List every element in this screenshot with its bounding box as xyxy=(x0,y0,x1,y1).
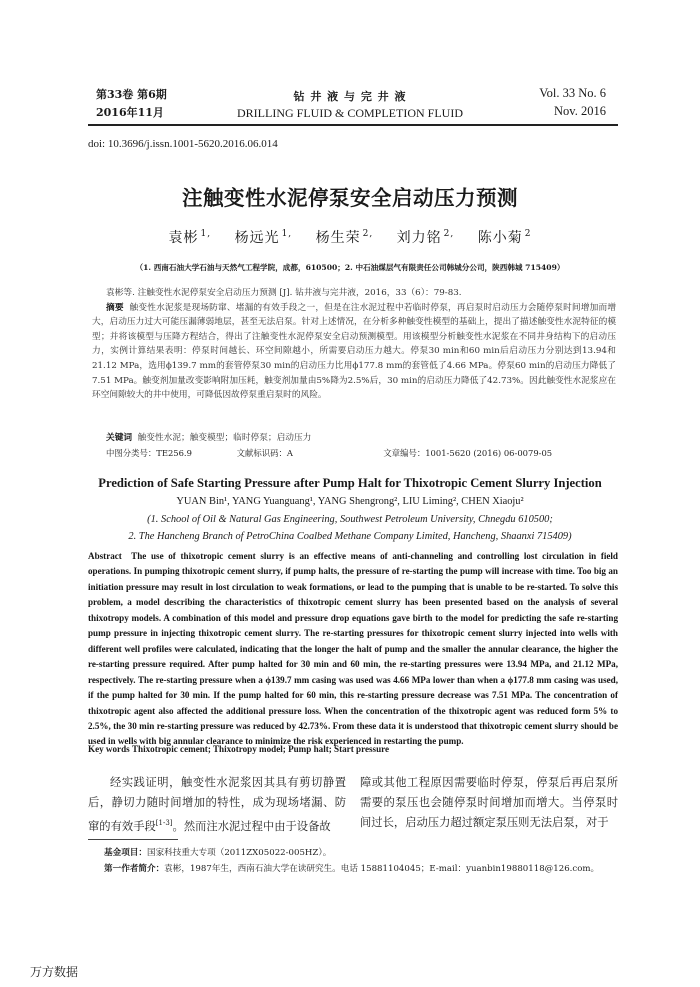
authors-cn xyxy=(0,227,700,247)
keywords-en-label: Key words xyxy=(88,744,130,754)
doi: doi: 10.3696/j.issn.1001-5620.2016.06.014 xyxy=(88,138,278,150)
abstract-en-text: The use of thixotropic cement slurry is an effective means of anti-channeling and controlling lost circulation in field operations. In pumping thixotropic cement slurry, if pump halts, the pressure of re-starting the pump will increase with time. Too big an initiation pressure may result in lost circulation to weak formations, or lead to the pumping that is unable to be re-started. To solve this problem, a model describing the characteristics of thixotropic cement slurry has been presented based on the analysis of several thixotropy models. A combination of this model and pressure drop equations gave birth to the model for predicting the safe re-starting pump pressure in injecting thixotropic cement slurry. The re-starting pressures for thixotropic cement slurry injected into wells with different well profiles were calculated, indicating that the longer the halt of pump and the smaller the annular clearance, the higher the re-starting pressure required. After pump halted for 30 min and 60 min, the re-starting pressures were 13.94 MPa, and 21.12 MPa, respectively. The re-starting pressure when a ϕ139.7 mm casing was used was 4.66 MPa lower than when a ϕ177.8 mm casing was used, if the pump halted for 30 min. If the pump halted for 60 min, this re-starting pressure decrease was 7.51 MPa. The concentration of thixotropic agent also affected the additional pressure loss. When the concentration of the thixotropic agent was reduced form 5% to 2.5%, the 30 min re-starting pressure was reduced by 42.73%. From these data it is understood that thixotropic cement slurry should be used in wells with big annular clearance to minimize the risk experienced in restarting the pump. xyxy=(88,551,618,747)
abstract-cn-text: 触变性水泥浆是现场防窜、堵漏的有效手段之一，但是在注水泥过程中若临时停泵，再启泵时启动压力会随停泵时间增加而增大，启动压力过大可能压漏薄弱地层，甚至无法启泵。针对上述情况，在分析多种触变性模型的基础上，提出了描述触变性水泥特征的模型；并将该模型与压降方程结合，得出了注触变性水泥停泵安全启动预测模型。用该模型分析触变性水泥浆在不同井身结构下的启动压力，实例计算结果表明：停泵时间越长、环空间隙越小，所需要启动压力越大。停泵30 min和60 min后启动压力分别达到13.94和21.12 MPa，选用ϕ139.7 mm的套管停泵30 min的启动压力比用ϕ177.8 mm的套管低了4.66 MPa。停泵60 min的启动压力降低了7.51 MPa。触变剂加量改变影响附加压耗，触变剂加量由5%降为2.5%后，30 min的启动压力降低了42.73%。因此触变性水泥浆应在环空间隙较大的井中使用，可降低因故停泵重启泵时的风险。 xyxy=(92,302,617,401)
body-column-left: 经实践证明，触变性水泥浆因其具有剪切静置后，静切力随时间增加的特性，成为现场堵漏、防窜的有效手段[1-3]。然而注水泥过程中由于设备故 xyxy=(88,776,346,833)
keywords-cn xyxy=(106,431,311,443)
classification-cn xyxy=(106,447,616,459)
header-rule xyxy=(88,124,618,126)
journal-title-en: DRILLING FLUID & COMPLETION FLUID xyxy=(237,106,463,120)
keywords-en xyxy=(88,744,389,754)
title-cn: 注触变性水泥停泵安全启动压力预测 xyxy=(182,186,518,210)
affiliation-cn: （1. 西南石油大学石油与天然气工程学院，成都，610500；2. 中石油煤层气有限责任公司韩城分公司，陕西韩城 715409） xyxy=(135,263,565,272)
footnote-author: 第一作者简介：袁彬，1987年生，西南石油大学在读研究生。电话 15881104045；E-mail：yuanbin19880118@126.com。 xyxy=(104,864,600,874)
footnote-fund: 基金项目：国家科技重大专项（2011ZX05022-005HZ）。 xyxy=(104,848,332,858)
author-cn: 陈小菊 $^2$ xyxy=(477,229,532,246)
abstract-cn xyxy=(92,286,616,403)
watermark: 万方数据 xyxy=(30,965,79,979)
author-cn: 杨生荣 $^{2,}$ xyxy=(315,229,374,246)
abstract-cn-label: 摘要 xyxy=(106,302,124,313)
journal-title-cn: 钻 井 液 与 完 井 液 xyxy=(293,90,407,103)
date-en: Nov. 2016 xyxy=(554,104,606,118)
date-cn: 2016年11月 xyxy=(96,106,164,119)
volume-issue-en: Vol. 33 No. 6 xyxy=(539,86,606,100)
author-cn: 袁彬 $^{1,}$ xyxy=(168,229,212,246)
footnote-rule xyxy=(88,839,178,840)
clc-number: 中图分类号：TE256.9 xyxy=(106,448,192,458)
affiliation-en-1: (1. School of Oil & Natural Gas Engineering, Southwest Petroleum University, Chnegdu 610500; xyxy=(147,514,553,525)
keywords-en-text: Thixotropic cement; Thixotropy model; Pump halt; Start pressure xyxy=(131,744,390,754)
citation-cn: 袁彬等. 注触变性水泥停泵安全启动压力预测 [J]. 钻井液与完井液，2016，33（6）：79-83. xyxy=(106,288,462,298)
reference-marker: [1-3] xyxy=(155,819,173,827)
abstract-en-label: Abstract xyxy=(88,551,122,561)
article-number: 文章编号：1001-5620 (2016) 06-0079-05 xyxy=(383,448,553,458)
document-code: 文献标识码：A xyxy=(236,448,293,458)
author-cn: 杨远光 $^{1,}$ xyxy=(234,229,293,246)
keywords-cn-label: 关键词 xyxy=(106,433,133,443)
body-column-right: 障或其他工程原因需要临时停泵，停泵后再启泵所需要的泵压也会随停泵时间增加而增大。当停泵时间过长，启动压力超过额定泵压则无法启泵，对于 xyxy=(360,776,618,829)
title-en: Prediction of Safe Starting Pressure after Pump Halt for Thixotropic Cement Slurry Injection xyxy=(98,476,602,490)
keywords-cn-text: 触变性水泥；触变模型；临时停泵；启动压力 xyxy=(137,433,312,443)
author-cn: 刘力铭 $^{2,}$ xyxy=(396,229,455,246)
affiliation-en-2: 2. The Hancheng Branch of PetroChina Coalbed Methane Company Limited, Hancheng, Shaanxi 715409) xyxy=(128,531,572,542)
authors-en: YUAN Bin¹, YANG Yuanguang¹, YANG Shengrong², LIU Liming², CHEN Xiaoju² xyxy=(176,496,524,507)
volume-issue-cn: 第33卷 第6期 xyxy=(96,88,167,101)
abstract-en xyxy=(88,549,618,750)
